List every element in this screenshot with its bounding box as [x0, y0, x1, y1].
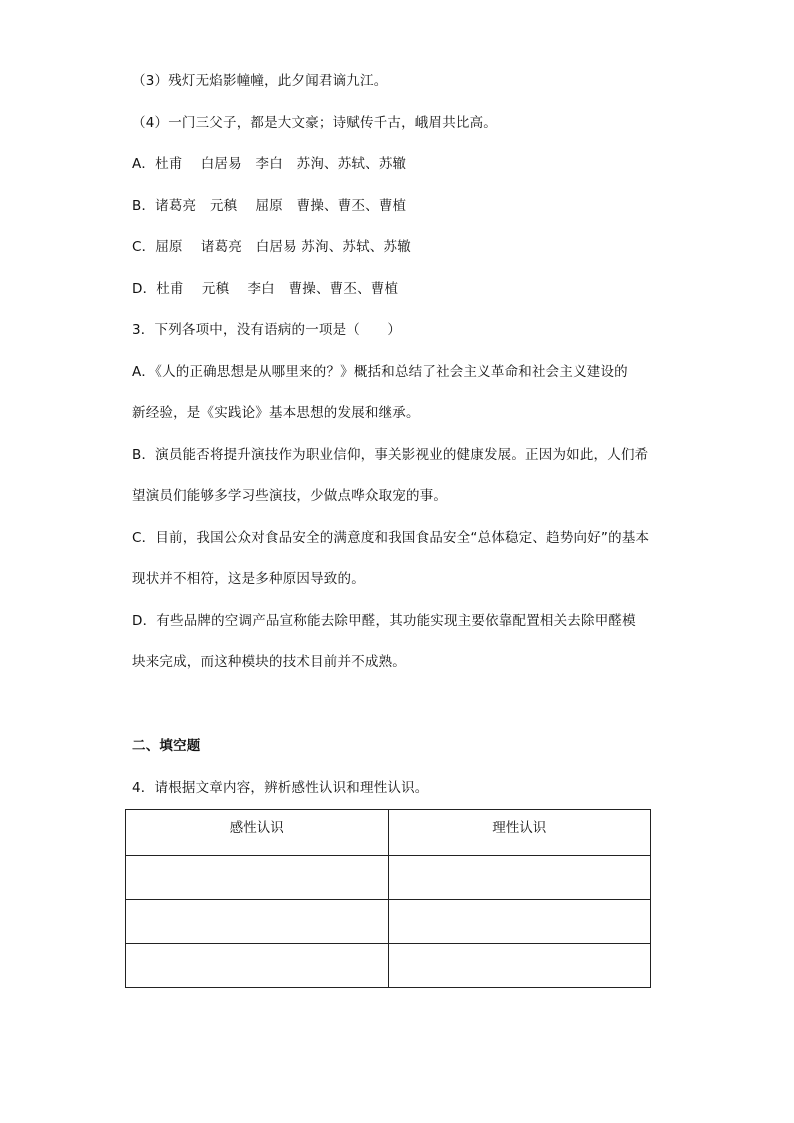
table-cell[interactable]	[126, 900, 389, 944]
q3-option-c-line1: C．目前，我国公众对食品安全的满意度和我国食品安全“总体稳定、趋势向好”的基本	[132, 530, 650, 546]
table-header-perceptual: 感性认识	[126, 810, 389, 856]
q3-option-b-line1: B．演员能否将提升演技作为职业信仰，事关影视业的健康发展。正因为如此，人们希	[132, 447, 649, 463]
q3-option-a-line1: A．《人的正确思想是从哪里来的？》概括和总结了社会主义革命和社会主义建设的	[132, 364, 628, 380]
table-header-row	[126, 810, 651, 856]
table-header-rational: 理性认识	[388, 810, 651, 856]
q3-stem: 3．下列各项中，没有语病的一项是（ ）	[132, 322, 402, 338]
table-cell[interactable]	[126, 944, 389, 988]
q2-option-b: B．诸葛亮 元稹 屈原 曹操、曹丕、曹植	[132, 198, 407, 214]
table-cell[interactable]	[126, 856, 389, 900]
poem-clue-3: （3）残灯无焰影幢幢，此夕闻君谪九江。	[132, 73, 388, 89]
poem-clue-4: （4）一门三父子，都是大文豪；诗赋传千古，峨眉共比高。	[132, 115, 497, 131]
q3-option-d-line2: 块来完成，而这种模块的技术目前并不成熟。	[132, 654, 406, 670]
q3-option-d-line1: D．有些品牌的空调产品宣称能去除甲醛，其功能实现主要依靠配置相关去除甲醛模	[132, 613, 636, 629]
q3-option-c-line2: 现状并不相符，这是多种原因导致的。	[132, 571, 365, 587]
answer-table	[125, 809, 651, 988]
table-cell[interactable]	[388, 944, 651, 988]
table-row	[126, 856, 651, 900]
q3-option-b-line2: 望演员们能够多学习些演技，少做点哗众取宠的事。	[132, 488, 448, 504]
table-row	[126, 944, 651, 988]
table-cell[interactable]	[388, 900, 651, 944]
table-row	[126, 900, 651, 944]
section-heading: 二、填空题	[132, 738, 201, 754]
q2-option-a: A．杜甫 白居易 李白 苏洵、苏轼、苏辙	[132, 156, 407, 172]
q3-option-a-line2: 新经验，是《实践论》基本思想的发展和继承。	[132, 405, 420, 421]
q2-option-d: D．杜甫 元稹 李白 曹操、曹丕、曹植	[132, 281, 399, 297]
table-cell[interactable]	[388, 856, 651, 900]
q2-option-c: C．屈原 诸葛亮 白居易 苏洵、苏轼、苏辙	[132, 239, 411, 255]
q4-stem: 4．请根据文章内容，辨析感性认识和理性认识。	[132, 780, 429, 796]
